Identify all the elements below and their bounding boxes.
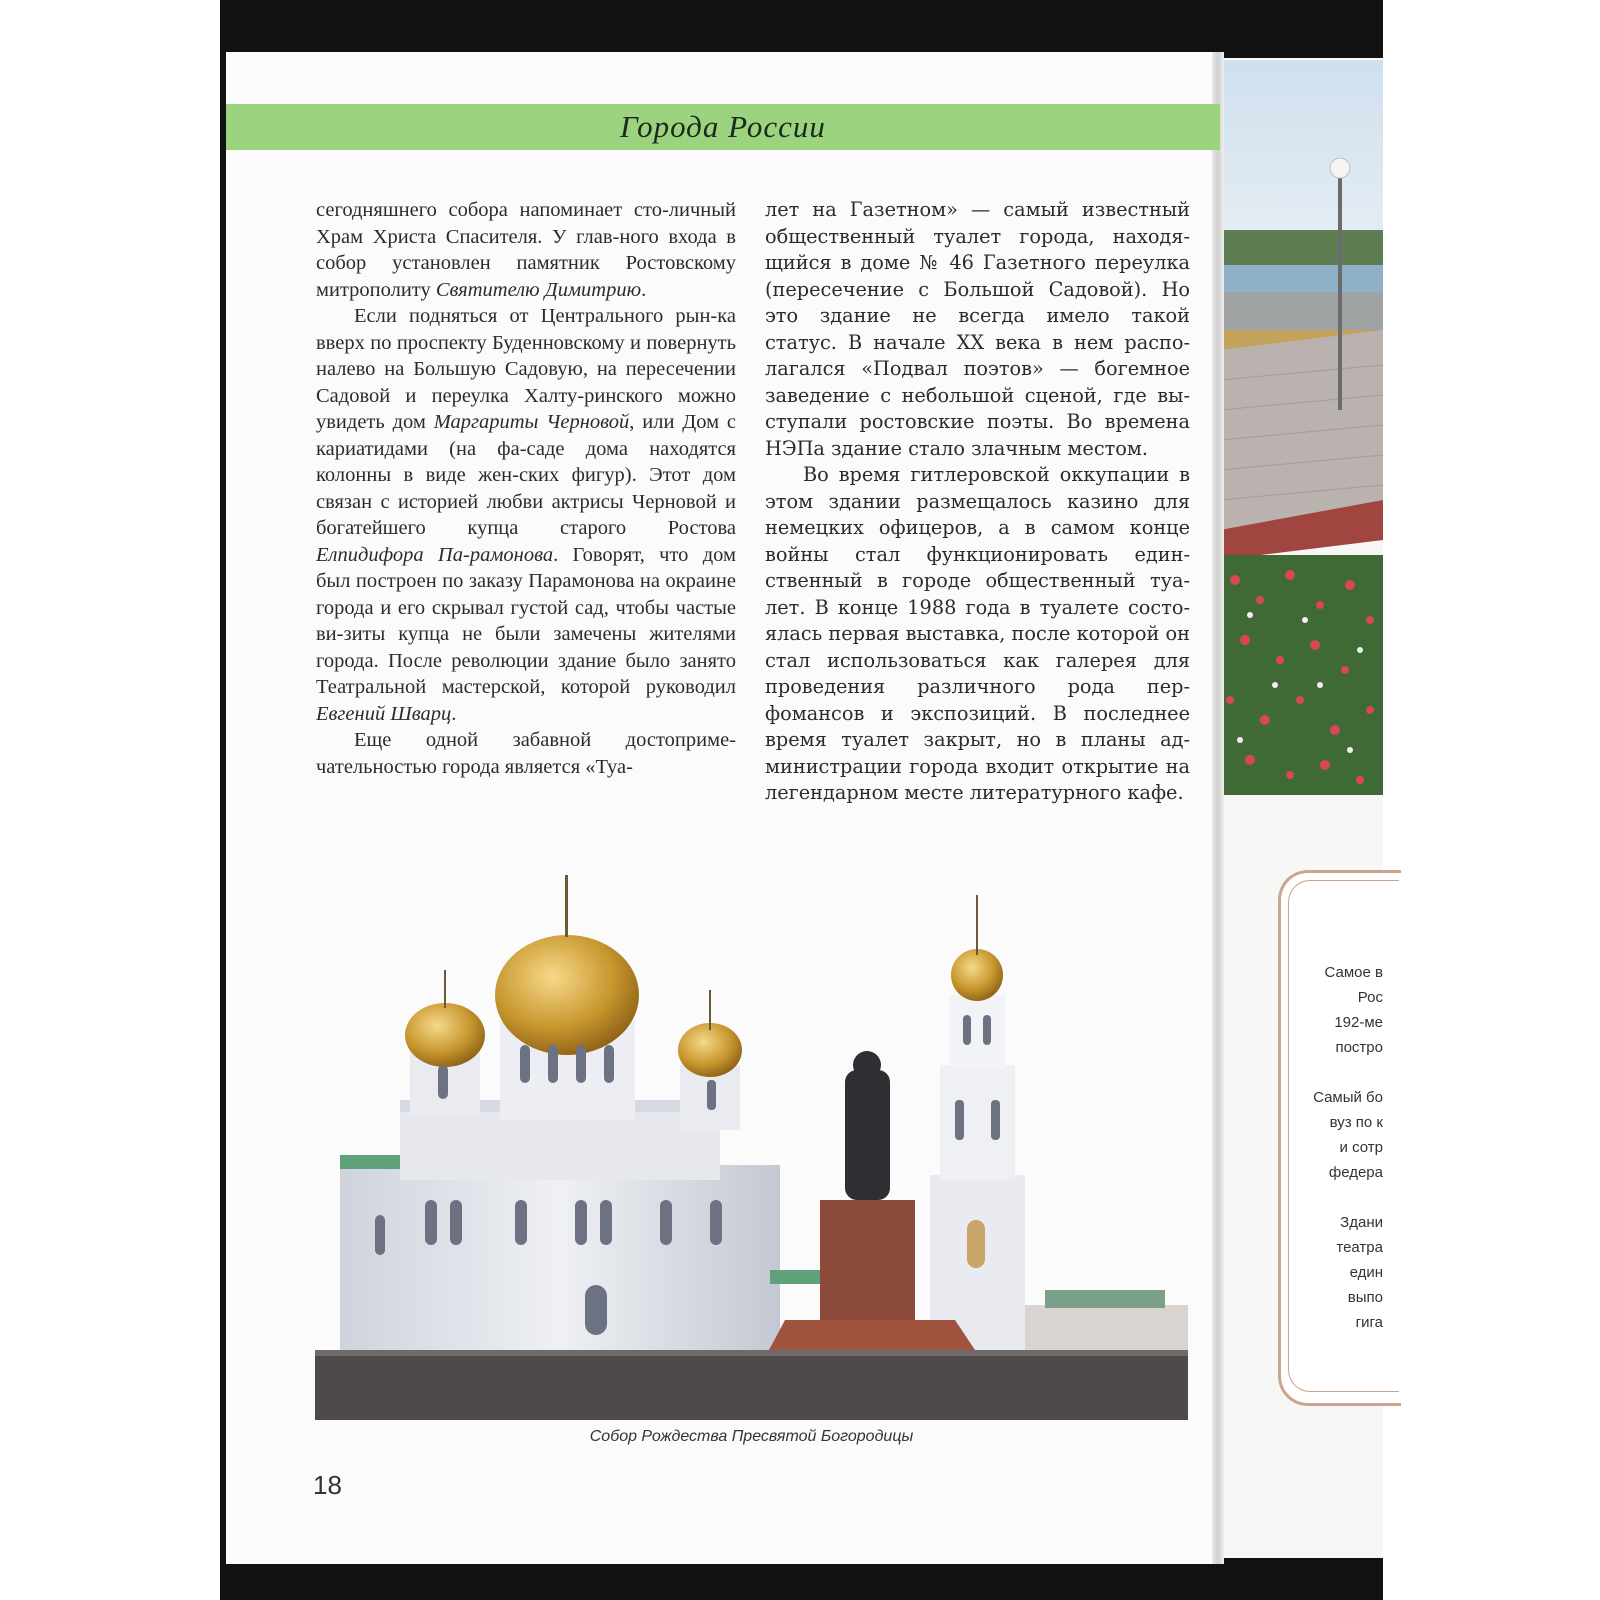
embankment-photo [1220, 60, 1383, 795]
info-line: постро [1335, 1039, 1383, 1056]
paragraph: сегодняшнего собора напоминает сто-личный Храм Христа Спасителя. У глав-ного входа в собор установлен памятник Ростовскому митрополиту Святителю Димитрию. [316, 199, 736, 301]
info-line: Рос [1357, 989, 1383, 1006]
info-line: Самый бо [1313, 1089, 1383, 1106]
paragraph: Во время гитлеровской оккупации в этом здании размещалось казино для немецких офицеров, а в самом конце войны стал функционировать един-ственный в городе общественный туа-лет. В конце 1988 года в туалете состо-ялась первая выставка, после которой он стал использоваться как галерея для проведения различного рода пер-фомансов и экспозиций. В последнее время туалет закрыт, но в планы ад-министрации города входит открытие на легендарном месте литературного кафе. [765, 463, 1190, 804]
info-line: Здани [1340, 1214, 1383, 1231]
info-line: выпо [1347, 1289, 1383, 1306]
page-number: 18 [313, 1470, 342, 1500]
text-column-left [316, 197, 736, 780]
info-box-text [1295, 960, 1383, 1335]
paragraph: Если подняться от Центрального рын-ка вверх по проспекту Буденновскому и повернуть налево на Большую Садовую, на пересечении Садовой и переулка Халту-ринского можно увидеть дом Маргариты Черновой, или Дом с кариатидами (на фа-саде дома находятся колонны в виде жен-ских фигур). Этот дом связан с историей любви актрисы Черновой и богатейшего купца старого Ростова Елпидифора Па-рамонова. Говорят, что дом был построен по заказу Парамонова на окраине города и его скрывал густой сад, чтобы частые ви-зиты купца не были замечены жителями города. После революции здание было занято Театральной мастерской, которой руководил Евгений Шварц. [316, 305, 737, 725]
info-line: 192-ме [1334, 1014, 1383, 1031]
paragraph: Еще одной забавной достоприме-чательностью города является «Туа- [316, 729, 736, 778]
scan-margin-left [0, 0, 220, 1600]
info-gap [1295, 1060, 1383, 1085]
info-gap [1295, 1185, 1383, 1210]
info-line: един [1349, 1264, 1383, 1281]
info-line: гига [1355, 1314, 1383, 1331]
info-line: федера [1328, 1164, 1383, 1181]
photo-caption: Собор Рождества Пресвятой Богородицы [589, 1428, 914, 1445]
section-title: Города России [620, 109, 826, 144]
text-column-right [765, 197, 1190, 807]
cathedral-photo [315, 875, 1188, 1420]
paragraph: лет на Газетном» — самый известный общественный туалет города, находя-щийся в доме № 46 Газетного переулка (пересечение с Большой Садовой). Но это здание не всегда имело такой статус. В начале XX века в нем распо-лагался «Подвал поэтов» — богемное заведение с небольшой сценой, где вы-ступали ростовские поэты. Во времена НЭПа здание стало злачным местом. [765, 198, 1190, 460]
info-line: театра [1336, 1239, 1383, 1256]
info-line: и сотр [1339, 1139, 1383, 1156]
book-spine [1212, 52, 1224, 1564]
info-line: Самое в [1324, 964, 1383, 981]
info-line: вуз по к [1329, 1114, 1383, 1131]
